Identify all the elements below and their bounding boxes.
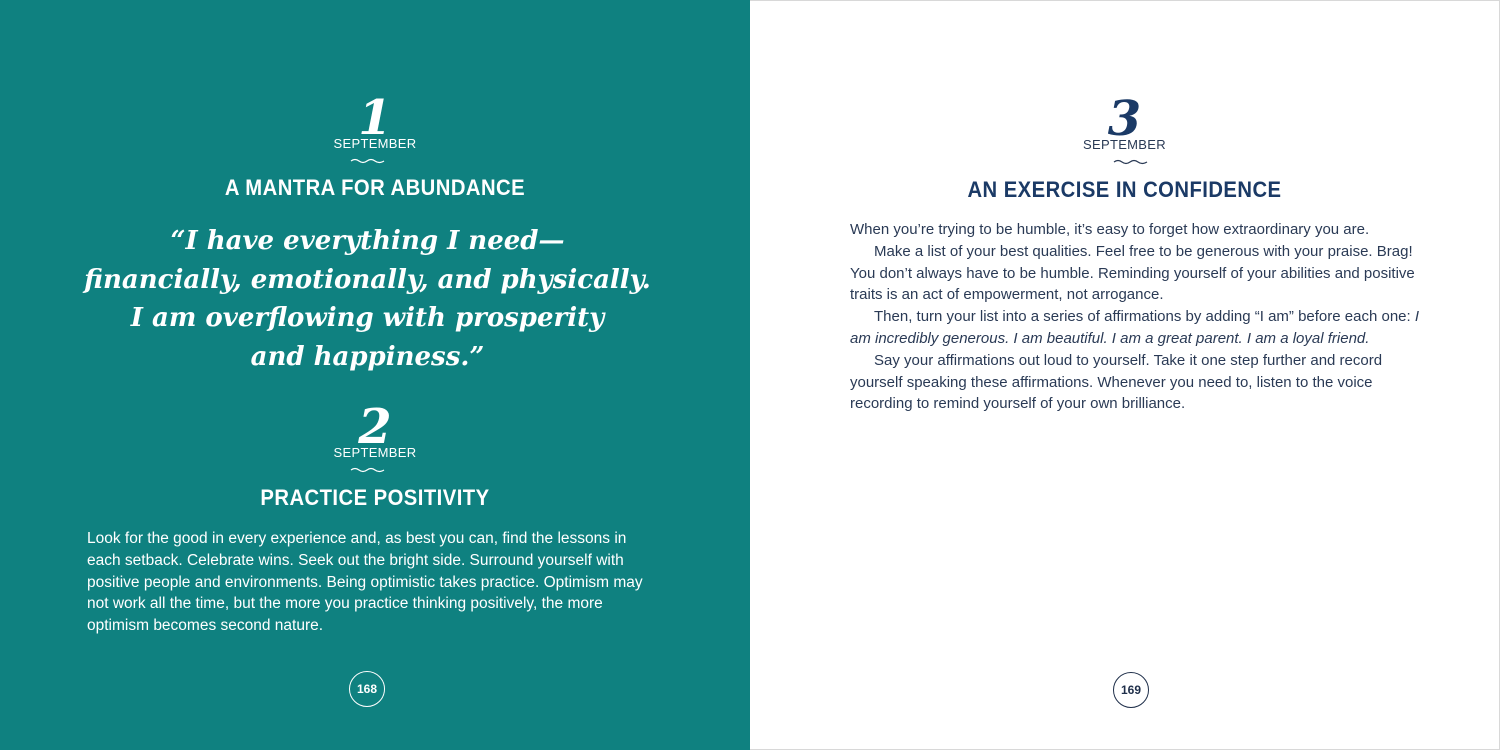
paragraph: Make a list of your best qualities. Feel free to be generous with your praise. Brag! You don’t always have to be humble. Reminding yourself of your abilities and positive traits is an act of empowerment, not arrogance.	[850, 242, 1415, 304]
squiggle-divider-icon	[350, 466, 386, 474]
page-number-168: 168	[349, 671, 385, 707]
entry-1-month: SEPTEMBER	[333, 136, 417, 151]
entry-3-title: AN EXERCISE IN CONFIDENCE	[967, 177, 1282, 202]
entry-3-body	[850, 219, 1430, 415]
entry-1-title: A MANTRA FOR ABUNDANCE	[224, 175, 526, 200]
paragraph: Say your affirmations out loud to yourself. Take it one step further and record yourself speaking these affirmations. Whenever you need to, listen to the voice recording to remind yourself of your own brilliance.	[850, 351, 1383, 413]
entry-3-day: 3	[1107, 91, 1142, 147]
entry-2-month: SEPTEMBER	[333, 445, 417, 460]
quote-line: I am overflowing with prosperity	[130, 303, 605, 333]
entry-2-title: PRACTICE POSITIVITY	[260, 485, 490, 510]
affirmation-examples: I am incredibly generous. I am beautiful. I am a great parent. I am a loyal friend.	[850, 308, 1420, 347]
quote-line: financially, emotionally, and physically.	[84, 264, 651, 295]
entry-3-month: SEPTEMBER	[1083, 137, 1166, 152]
entry-2-body: Look for the good in every experience and, as best you can, find the lessons in each setback. Celebrate wins. Seek out the bright side. Surround yourself with positive people and environments. Being optimistic takes practice. Optimism may not work all the time, but the more you practice thinking positively, the more optimism becomes second nature.	[87, 530, 643, 635]
entry-1-day: 1	[358, 90, 392, 146]
quote-line: and happiness.”	[250, 341, 485, 372]
page-number-169: 169	[1113, 672, 1149, 708]
squiggle-divider-icon	[350, 157, 386, 165]
paragraph: When you’re trying to be humble, it’s easy to forget how extraordinary you are.	[850, 221, 1370, 238]
right-page	[750, 0, 1500, 750]
paragraph-text: Then, turn your list into a series of affirmations by adding “I am” before each one:	[874, 308, 1415, 326]
entry-2-day: 2	[358, 399, 392, 455]
paragraph	[850, 306, 1430, 350]
mantra-quote	[0, 222, 735, 376]
quote-line: “I have everything I need—	[170, 226, 565, 256]
squiggle-divider-icon	[1113, 158, 1149, 166]
